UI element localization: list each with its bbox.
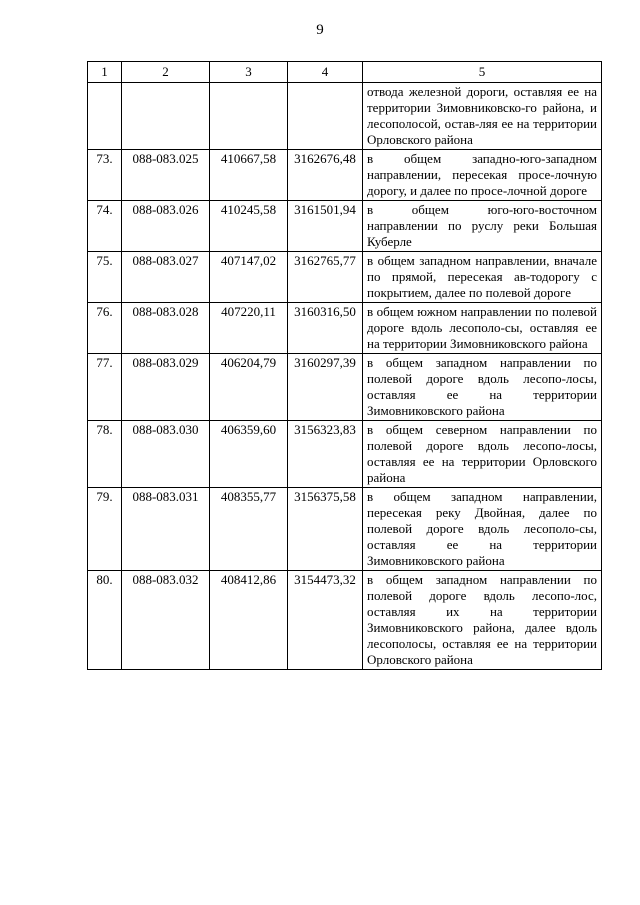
boundary-description: в общем западном направлении по полевой дороге вдоль лесопо-лос, оставляя их на территории Зимовниковского района, далее вдоль лесополосы, оставляя ее на территории Орловского района bbox=[363, 571, 602, 670]
table-row bbox=[88, 421, 602, 488]
coord-y: 3160297,39 bbox=[288, 354, 363, 421]
row-number: 77. bbox=[88, 354, 122, 421]
point-code: 088-083.032 bbox=[122, 571, 210, 670]
row-number: 79. bbox=[88, 488, 122, 571]
header-col-4: 4 bbox=[288, 62, 363, 83]
coord-y: 3161501,94 bbox=[288, 201, 363, 252]
point-code: 088-083.025 bbox=[122, 150, 210, 201]
table-row bbox=[88, 571, 602, 670]
coord-x: 408412,86 bbox=[210, 571, 288, 670]
point-code: 088-083.028 bbox=[122, 303, 210, 354]
table-row bbox=[88, 488, 602, 571]
boundary-description: в общем западном направлении, пересекая реку Двойная, далее по полевой дороге вдоль лесополо-сы, оставляя ее на территории Зимовниковского района bbox=[363, 488, 602, 571]
coord-y: 3162676,48 bbox=[288, 150, 363, 201]
row-number: 78. bbox=[88, 421, 122, 488]
coord-x: 410245,58 bbox=[210, 201, 288, 252]
table-header bbox=[88, 62, 602, 83]
coord-y: 3156375,58 bbox=[288, 488, 363, 571]
point-code: 088-083.030 bbox=[122, 421, 210, 488]
boundary-description: в общем западно-юго-западном направлении, пересекая просе-лочную дорогу, и далее по просе-лочной дороге bbox=[363, 150, 602, 201]
coord-y: 3154473,32 bbox=[288, 571, 363, 670]
point-code: 088-083.029 bbox=[122, 354, 210, 421]
table-row bbox=[88, 252, 602, 303]
coord-x: 407220,11 bbox=[210, 303, 288, 354]
row-number: 73. bbox=[88, 150, 122, 201]
row-number: 75. bbox=[88, 252, 122, 303]
header-col-1: 1 bbox=[88, 62, 122, 83]
table-row bbox=[88, 201, 602, 252]
coord-x: 408355,77 bbox=[210, 488, 288, 571]
point-code: 088-083.031 bbox=[122, 488, 210, 571]
coord-x bbox=[210, 83, 288, 150]
header-col-3: 3 bbox=[210, 62, 288, 83]
boundary-description: в общем южном направлении по полевой дороге вдоль лесополо-сы, оставляя ее на территории Зимовниковского района bbox=[363, 303, 602, 354]
point-code: 088-083.027 bbox=[122, 252, 210, 303]
point-code bbox=[122, 83, 210, 150]
coord-x: 406204,79 bbox=[210, 354, 288, 421]
coord-y: 3162765,77 bbox=[288, 252, 363, 303]
row-number: 76. bbox=[88, 303, 122, 354]
boundary-description: в общем северном направлении по полевой дороге вдоль лесопо-лосы, оставляя ее на территории Орловского района bbox=[363, 421, 602, 488]
coord-y: 3156323,83 bbox=[288, 421, 363, 488]
coord-y bbox=[288, 83, 363, 150]
point-code: 088-083.026 bbox=[122, 201, 210, 252]
row-number: 74. bbox=[88, 201, 122, 252]
row-number bbox=[88, 83, 122, 150]
header-row bbox=[88, 62, 602, 83]
boundary-description: в общем западном направлении по полевой дороге вдоль лесопо-лосы, оставляя ее на территории Зимовниковского района bbox=[363, 354, 602, 421]
coord-x: 410667,58 bbox=[210, 150, 288, 201]
boundary-description: в общем западном направлении, вначале по прямой, пересекая ав-тодорогу с покрытием, далее по полевой дороге bbox=[363, 252, 602, 303]
row-number: 80. bbox=[88, 571, 122, 670]
table-row bbox=[88, 303, 602, 354]
boundary-table bbox=[87, 61, 602, 670]
header-col-2: 2 bbox=[122, 62, 210, 83]
table-row bbox=[88, 83, 602, 150]
table-row bbox=[88, 150, 602, 201]
table-body bbox=[88, 83, 602, 670]
boundary-description: отвода железной дороги, оставляя ее на территории Зимовниковско-го района, и лесополосой, остав-ляя ее на территории Орловского района bbox=[363, 83, 602, 150]
table-row bbox=[88, 354, 602, 421]
coord-x: 406359,60 bbox=[210, 421, 288, 488]
page-number: 9 bbox=[316, 22, 324, 38]
coord-x: 407147,02 bbox=[210, 252, 288, 303]
header-col-5: 5 bbox=[363, 62, 602, 83]
boundary-description: в общем юго-юго-восточном направлении по руслу реки Большая Куберле bbox=[363, 201, 602, 252]
coord-y: 3160316,50 bbox=[288, 303, 363, 354]
